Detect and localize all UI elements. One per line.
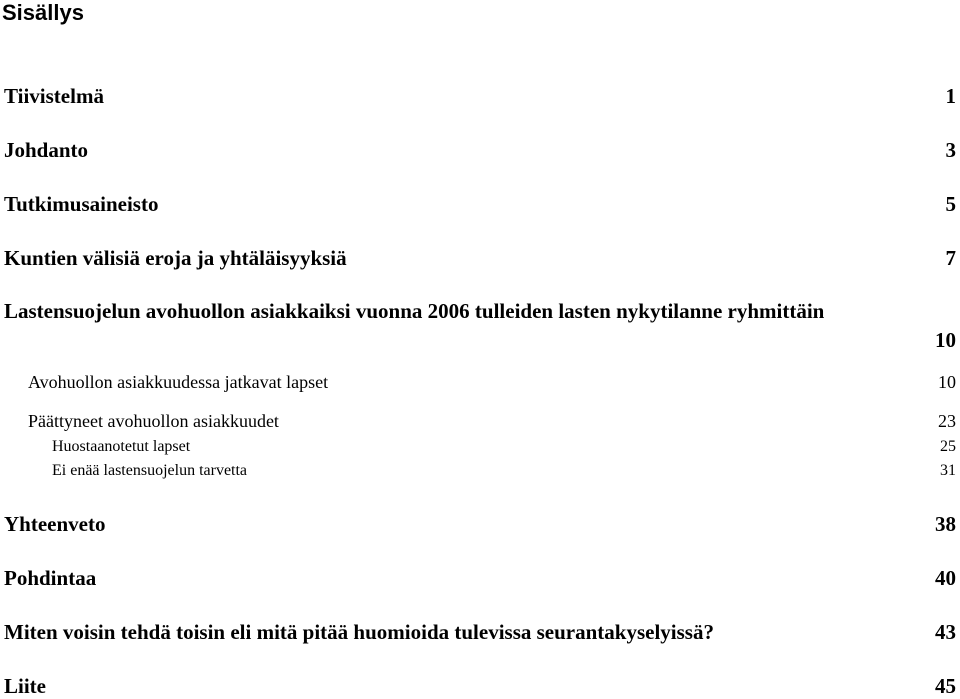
toc-entry-page-number: 10 — [935, 328, 956, 352]
toc-entry-page-number: 38 — [935, 512, 956, 536]
toc-entry-page-number: 45 — [935, 674, 956, 698]
toc-entry-pohdintaa[interactable] — [4, 565, 956, 591]
toc-entry-label: Avohuollon asiakkuudessa jatkavat lapset — [28, 372, 329, 392]
toc-entry-huostaanotetut-lapset[interactable] — [4, 437, 956, 457]
toc-entry-label: Tutkimusaineisto — [4, 192, 159, 216]
toc-entry-yhteenveto[interactable] — [4, 511, 956, 537]
toc-entry-label: Miten voisin tehdä toisin eli mitä pitää huomioida tulevissa seurantakyselyissä? — [4, 620, 714, 644]
toc-entry-tiivistelma[interactable] — [4, 83, 956, 109]
toc-entry-label: Ei enää lastensuojelun tarvetta — [52, 462, 248, 479]
toc-entry-label: Liite — [4, 674, 46, 698]
toc-entry-liite[interactable] — [4, 673, 956, 699]
toc-entry-page-number: 1 — [945, 84, 956, 108]
toc-entry-label: Pohdintaa — [4, 566, 97, 590]
toc-entry-page-number: 3 — [945, 138, 956, 162]
toc-entry-johdanto[interactable] — [4, 137, 956, 163]
toc-entry-page-number: 5 — [945, 192, 956, 216]
toc-entry-kuntien-valisia-eroja[interactable] — [4, 245, 956, 271]
toc-entry-paattyneet-asiakkuudet[interactable] — [4, 410, 956, 432]
toc-entry-page-number: 40 — [935, 566, 956, 590]
toc-entry-page-number: 43 — [935, 620, 956, 644]
toc-entry-label: Lastensuojelun avohuollon asiakkaiksi vuonna 2006 tulleiden lasten nykytilanne ryhmittäin — [4, 299, 825, 323]
toc-entry-label: Yhteenveto — [4, 512, 106, 536]
toc-entry-label: Päättyneet avohuollon asiakkuudet — [28, 411, 279, 431]
toc-entry-ei-enaa-tarvetta[interactable] — [4, 461, 956, 481]
toc-entry-label: Huostaanotetut lapset — [52, 438, 191, 455]
toc-entry-label: Kuntien välisiä eroja ja yhtäläisyyksiä — [4, 246, 347, 270]
toc-entry-page-number: 10 — [938, 372, 956, 392]
toc-entry-page-number: 25 — [940, 438, 956, 455]
toc-entry-tutkimusaineisto[interactable] — [4, 191, 956, 217]
toc-entry-miten-voisin-tehda-toisin[interactable] — [4, 619, 956, 645]
toc-entry-page-number: 7 — [945, 246, 956, 270]
toc-entry-label: Johdanto — [4, 138, 89, 162]
toc-entry-page-number: 23 — [938, 411, 956, 431]
toc-entry-page-number: 31 — [940, 462, 956, 479]
page-title: Sisällys — [2, 0, 84, 25]
toc-entry-avohuollon-asiakkuudessa-jatkavat[interactable] — [4, 371, 956, 393]
toc-entry-label: Tiivistelmä — [4, 84, 104, 108]
toc-entry-lastensuojelun-avohuollon-asiakkaiksi[interactable] — [4, 297, 956, 355]
